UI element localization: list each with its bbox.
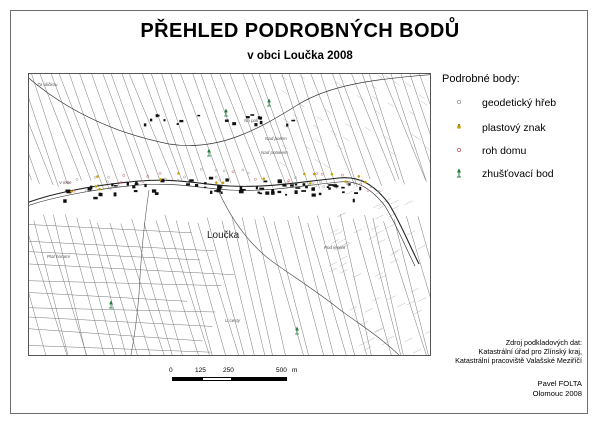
scale-tick: 125 [195, 367, 206, 374]
legend-item-house-corner [455, 145, 585, 159]
legend-item-densification-point [455, 168, 585, 182]
scale-tick: 0 [169, 367, 173, 374]
field-label: Nad potokem [261, 150, 288, 155]
map-subtitle: v obci Loučka 2008 [247, 50, 353, 62]
legend-label: zhušťovací bod [482, 168, 554, 180]
author-name: Pavel FOLTA [537, 379, 582, 388]
legend-title: Podrobné body: [442, 73, 520, 85]
map-canvas [29, 74, 430, 355]
source-line: Katastrální úřad pro Zlínský kraj, [478, 347, 582, 356]
village-label: Loučka [207, 230, 240, 241]
source-heading: Zdroj podkladových dat: [505, 338, 582, 347]
field-label: V lese [59, 180, 72, 185]
field-label: Za uličkou [37, 82, 58, 87]
field-label: Plat horami [47, 254, 70, 259]
map-title: PŘEHLED PODROBNÝCH BODŮ [140, 20, 460, 42]
scale-segment [232, 377, 287, 381]
author-block [533, 379, 582, 398]
scale-tick: 250 [223, 367, 234, 374]
legend-item-geodetic-nail [455, 97, 585, 111]
scale-bar [168, 367, 328, 389]
cadastral-map[interactable] [28, 73, 431, 356]
legend-item-plastic-mark [455, 122, 585, 136]
source-line: Katastrální pracoviště Valašské Meziříčí [455, 356, 582, 365]
scale-segment [202, 377, 232, 381]
field-label: Nad polem [265, 136, 287, 141]
scale-segment [172, 377, 202, 381]
field-label: Pod lesem [324, 245, 346, 250]
legend-label: geodetický hřeb [482, 97, 557, 109]
legend-label: roh domu [482, 145, 527, 157]
field-label: Na poli [244, 118, 259, 123]
scale-tick: 500 [276, 367, 287, 374]
data-source [455, 338, 582, 365]
author-place-date: Olomouc 2008 [532, 388, 582, 398]
densification-point-icon [455, 168, 467, 180]
circle-point-icon [455, 97, 467, 109]
plastic-mark-icon [455, 122, 467, 134]
house-corner-icon [455, 145, 467, 157]
scale-unit: m [292, 367, 298, 374]
legend-label: plastový znak [482, 122, 546, 134]
field-label: U cesty [225, 318, 241, 323]
